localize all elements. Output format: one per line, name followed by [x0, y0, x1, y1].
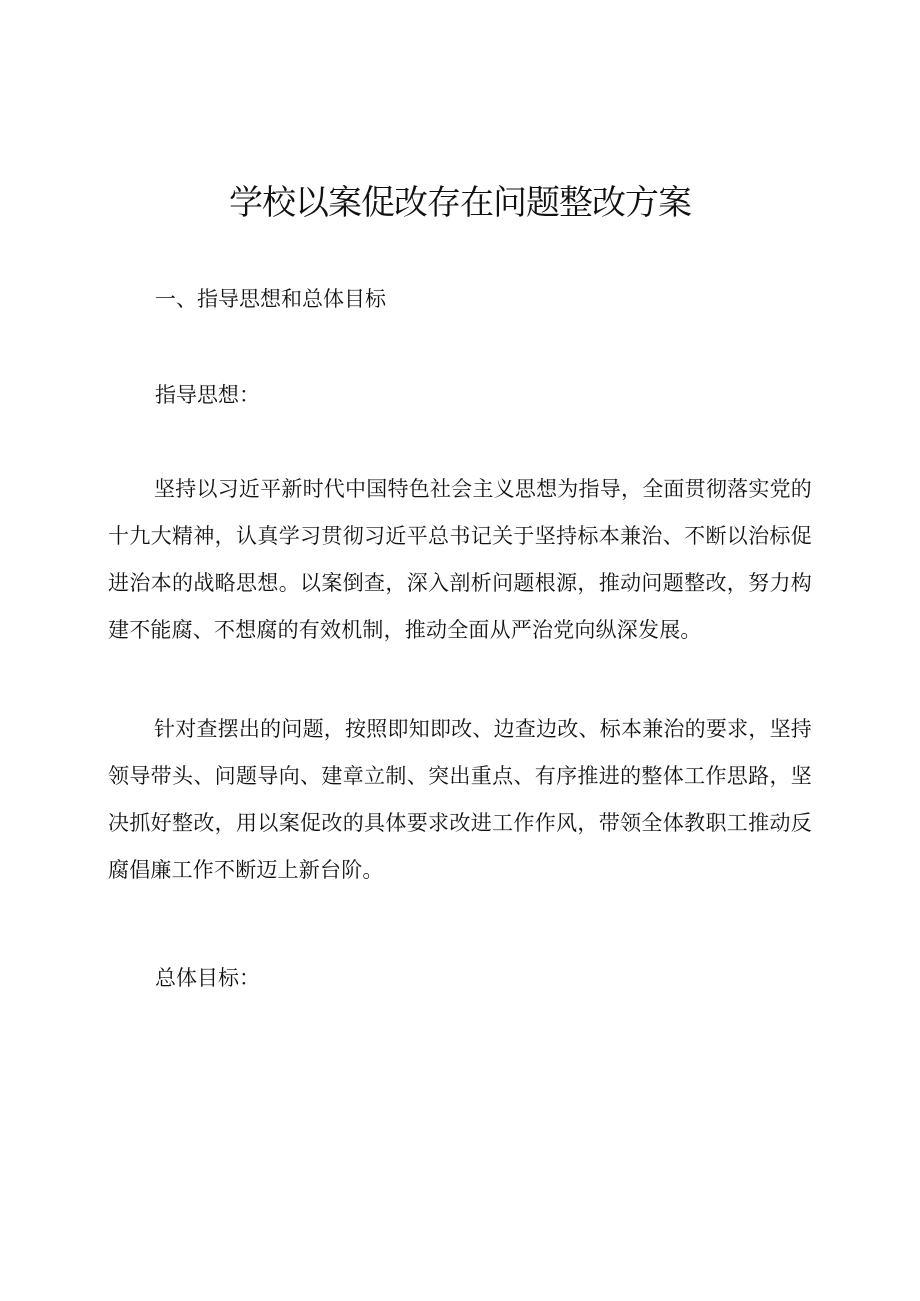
overall-goal-label: 总体目标：: [155, 966, 260, 990]
document-title: 学校以案促改存在问题整改方案: [229, 183, 691, 223]
guiding-thought-paragraph: 坚持以习近平新时代中国特色社会主义思想为指导，全面贯彻落实党的十九大精神，认真学习贯彻习近平总书记关于坚持标本兼治、不断以治标促进治本的战略思想。以案倒查，深入剖析问题根源，推动问题整改，努力构建不能腐、不想腐的有效机制，推动全面从严治党向纵深发展。: [108, 477, 812, 642]
rectification-paragraph: 针对查摆出的问题，按照即知即改、边查边改、标本兼治的要求，坚持领导带头、问题导向、建章立制、突出重点、有序推进的整体工作思路，坚决抓好整改，用以案促改的具体要求改进工作作风，带领全体教职工推动反腐倡廉工作不断迈上新台阶。: [108, 717, 812, 882]
section-heading: 一、指导思想和总体目标: [155, 287, 386, 311]
guiding-thought-label: 指导思想：: [155, 383, 260, 407]
